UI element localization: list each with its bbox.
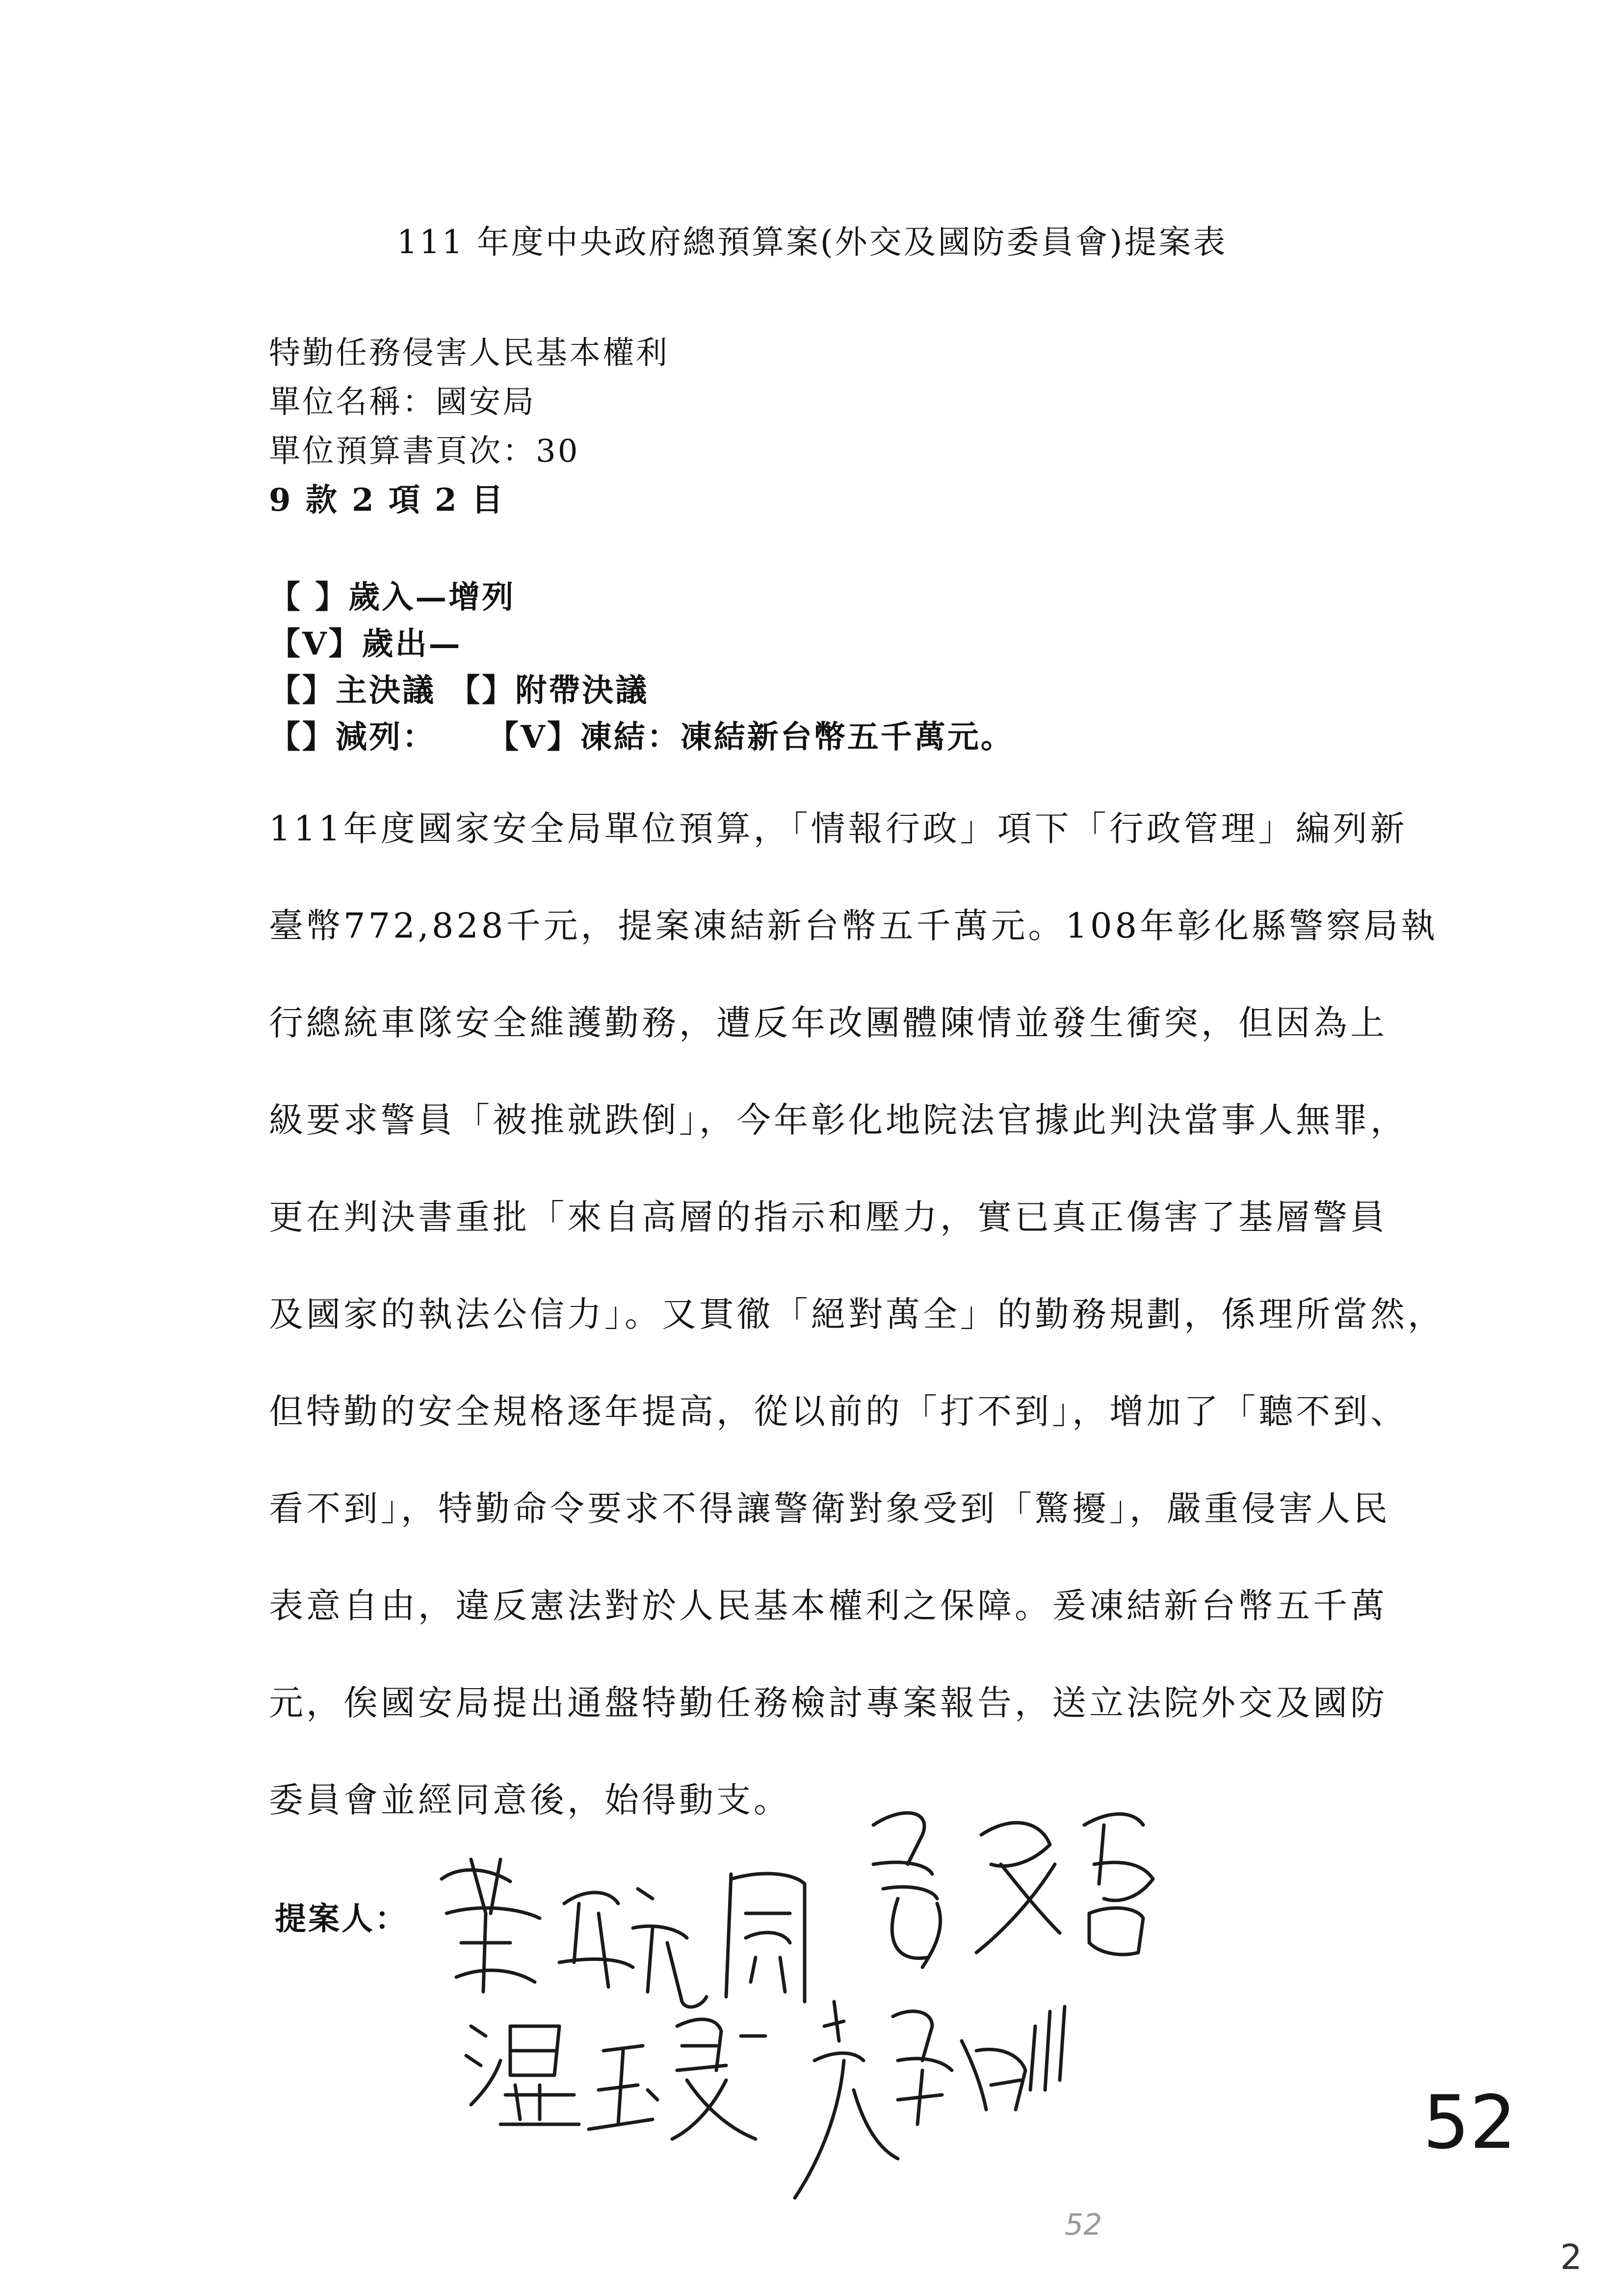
proposer-label: 提案人：: [275, 1901, 408, 1937]
proposal-body: [269, 780, 1445, 1849]
body-line: 但特勤的安全規格逐年提高，從以前的「打不到」，增加了「聽不到、: [269, 1391, 1408, 1432]
proposal-meta: [269, 329, 669, 525]
body-line: 111年度國家安全局單位預算，「情報行政」項下「行政管理」編列新: [269, 809, 1408, 849]
check-expenditure: 【V】歲出—: [269, 626, 462, 662]
check-revenue: 【 】歲入—增列: [269, 579, 516, 616]
document-title: 111 年度中央政府總預算案(外交及國防委員會)提案表: [396, 223, 1228, 261]
body-line: 級要求警員「被推就跌倒」，今年彰化地院法官據此判決當事人無罪，: [269, 1100, 1408, 1140]
body-line: 元，俟國安局提出通盤特勤任務檢討專案報告，送立法院外交及國防: [269, 1683, 1388, 1723]
check-reduce-freeze: 【】減列： 【V】凍結：凍結新台幣五千萬元。: [269, 719, 1014, 756]
budget-page-ref: 單位預算書頁次：30: [269, 433, 580, 470]
body-line: 行總統車隊安全維護勤務，遭反年改團體陳情並發生衝突，但因為上: [269, 1003, 1388, 1043]
proposal-subject: 特勤任務侵害人民基本權利: [269, 335, 669, 371]
body-line: 更在判決書重批「來自高層的指示和壓力，實已真正傷害了基層警員: [269, 1197, 1388, 1237]
page-number-large: 52: [1423, 2080, 1517, 2166]
body-line: 看不到」，特勤命令要求不得讓警衛對象受到「驚擾」，嚴重侵害人民: [269, 1488, 1390, 1529]
body-line: 及國家的執法公信力」。又貫徹「絕對萬全」的勤務規劃，係理所當然，: [269, 1294, 1445, 1334]
body-line: 表意自由，違反憲法對於人民基本權利之保障。爰凍結新台幣五千萬: [269, 1586, 1388, 1626]
signature-3: [466, 2019, 765, 2139]
page-number-small: 52: [1065, 2208, 1102, 2242]
budget-category: 9 款 2 項 2 目: [269, 482, 505, 519]
body-line: 委員會並經同意後，始得動支。: [269, 1780, 791, 1820]
signature-4: [795, 2002, 1065, 2198]
check-resolution: 【】主決議 【】附帶決議: [269, 672, 649, 709]
page-number-corner: 2: [1560, 2237, 1582, 2277]
proposal-checkboxes: [269, 574, 1014, 760]
signature-1: [442, 1859, 805, 2007]
body-line: 臺幣772,828千元，提案凍結新台幣五千萬元。108年彰化縣警察局執: [269, 906, 1439, 946]
unit-name: 單位名稱：國安局: [269, 384, 536, 420]
